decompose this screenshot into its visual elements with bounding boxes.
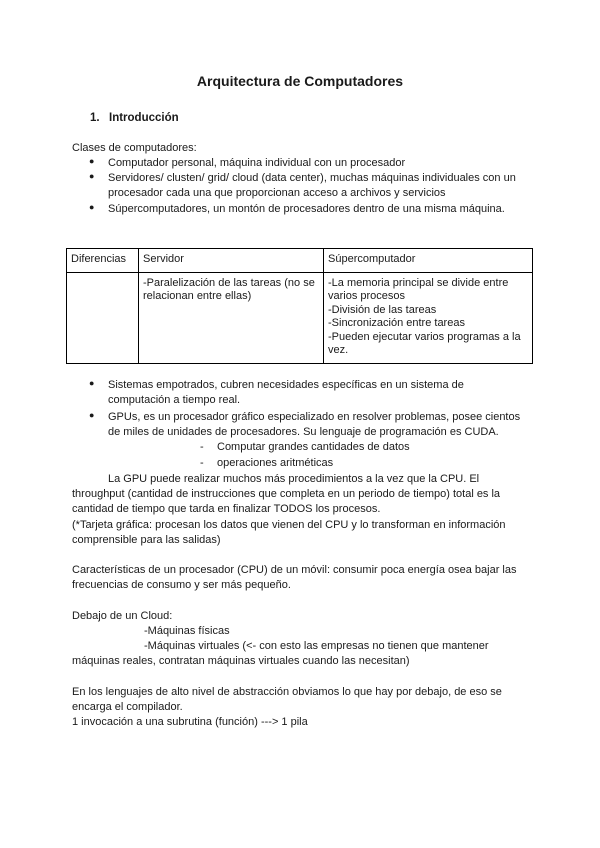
dash-marker: -	[200, 441, 204, 453]
bullet-icon: ●	[89, 156, 95, 166]
dash-item	[200, 457, 333, 469]
mobile-paragraph: Características de un procesador (CPU) de un móvil: consumir poca energía osea bajar las frecuencias de consumo y ser más pequeño.	[72, 564, 517, 591]
section-title: Introducción	[109, 112, 179, 124]
list-item-text: GPUs, es un procesador gráfico especializado en resolver problemas, posee cientos de miles de unidades de procesadores. Su lenguaje de programación es CUDA.	[108, 411, 521, 438]
section-number: 1.	[90, 112, 100, 124]
abstraction-paragraph: En los lenguajes de alto nivel de abstracción obviamos lo que hay por debajo, de eso se encarga el compilador.	[72, 686, 502, 713]
bullet-icon: ●	[89, 410, 95, 420]
tarjeta-note: (*Tarjeta gráfica: procesan los datos que vienen del CPU y lo transforman en información comprensible para las salidas)	[72, 519, 506, 546]
list-item	[72, 156, 528, 171]
intro-label: Clases de computadores:	[72, 142, 197, 154]
section-heading	[90, 112, 179, 124]
table-cell-line: -La memoria principal se divide entre varios procesos	[328, 276, 509, 302]
list-item-text: Computador personal, máquina individual con un procesador	[108, 157, 406, 169]
table-cell-line: -División de las tareas	[328, 303, 437, 316]
list-item	[72, 202, 528, 217]
last-line: 1 invocación a una subrutina (función) ---> 1 pila	[72, 716, 308, 728]
bullet-icon: ●	[89, 171, 95, 181]
gpu-paragraph: La GPU puede realizar muchos más procedimientos a la vez que la CPU. El throughput (cantidad de instrucciones que completa en un periodo de tiempo) total es la cantidad de tiempo que tarda en finalizar TODOS los procesos.	[72, 473, 501, 515]
table-header-cell: Diferencias	[67, 249, 139, 273]
differences-table	[66, 248, 533, 364]
list-item-text: Súpercomputadores, un montón de procesadores dentro de una misma máquina.	[108, 203, 505, 215]
table-cell-line: -Sincronización entre tareas	[328, 317, 465, 329]
list-item	[72, 171, 528, 201]
dash-marker: -	[200, 457, 204, 469]
table-cell: -Paralelización de las tareas (no se relacionan entre ellas)	[139, 272, 324, 363]
dash-item-text: Computar grandes cantidades de datos	[217, 441, 410, 453]
list-item-text: Servidores/ clusten/ grid/ cloud (data center), muchas máquinas individuales con un procesador cada una que proporcionan acceso a archivos y servicios	[108, 172, 516, 199]
list-item	[72, 378, 528, 408]
cloud-label: Debajo de un Cloud:	[72, 610, 173, 622]
table-header-cell: Súpercomputador	[324, 249, 533, 273]
list-item-text: Sistemas empotrados, cubren necesidades específicas en un sistema de computación a tiempo real.	[108, 379, 464, 406]
bullet-icon: ●	[89, 378, 95, 388]
table-cell	[67, 272, 139, 363]
document-title: Arquitectura de Computadores	[196, 73, 404, 89]
bullet-icon: ●	[89, 202, 95, 212]
table-cell	[324, 272, 533, 363]
cloud-item: -Máquinas virtuales (<- con esto las empresas no tienen que mantener máquinas reales, contratan máquinas virtuales cuando las necesitan)	[72, 640, 489, 667]
cloud-item: -Máquinas físicas	[144, 625, 230, 637]
dash-item	[200, 441, 410, 453]
table-cell-line: -Pueden ejecutar varios programas a la vez.	[328, 330, 521, 356]
list-item	[72, 410, 528, 440]
dash-item-text: operaciones aritméticas	[217, 457, 334, 469]
table-header-cell: Servidor	[139, 249, 324, 273]
